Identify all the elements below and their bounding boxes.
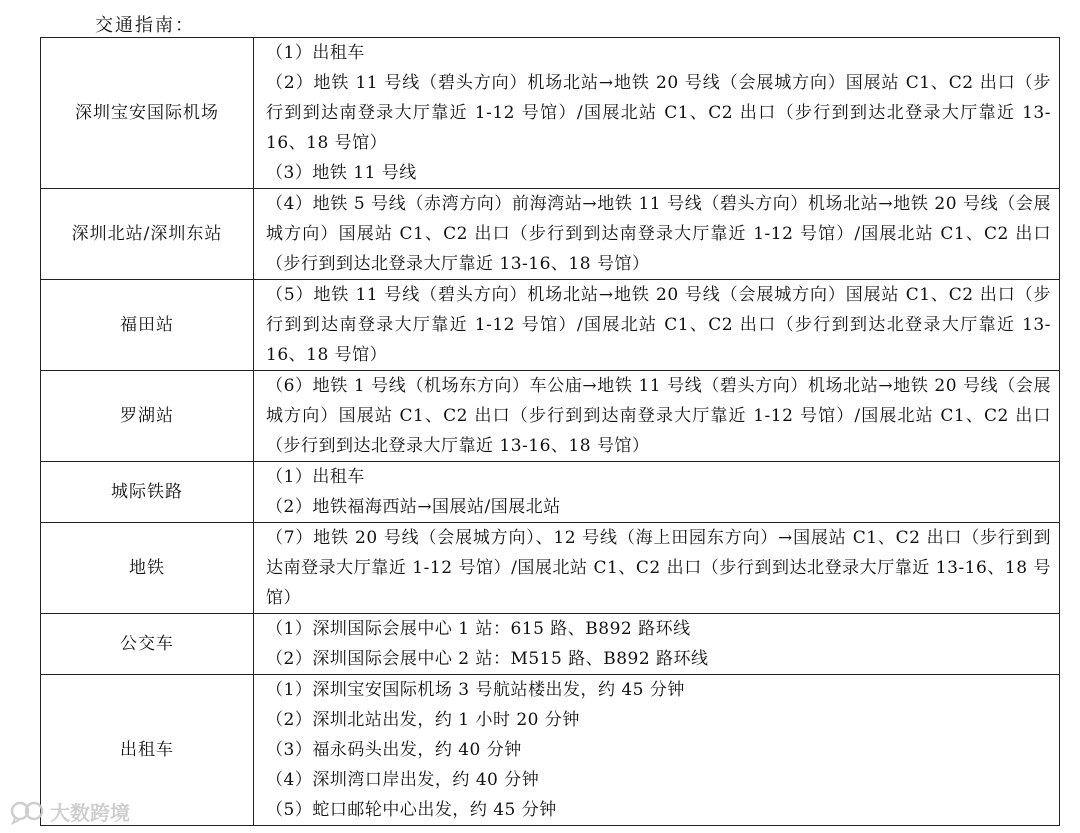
logo-bubbles-icon [10,799,44,825]
table-row [41,523,1060,614]
route-line: （4）深圳湾口岸出发，约 40 分钟 [266,770,540,790]
watermark [10,797,130,826]
row-label: 公交车 [41,614,254,675]
route-line: （1）深圳国际会展中心 1 站：615 路、B892 路环线 [266,619,691,639]
row-content [254,189,1060,280]
route-line: （6）地铁 1 号线（机场东方向）车公庙→地铁 11 号线（碧头方向）机场北站→地铁 20 号线（会展城方向）国展站 C1、C2 出口（步行到到达南登录大厅靠近 1-12 号馆）/国展北站 C1、C2 出口（步行到到达北登录大厅靠近 13-16、18 号馆） [266,376,1051,456]
route-line: （1）深圳宝安国际机场 3 号航站楼出发，约 45 分钟 [266,680,685,700]
table-row [41,675,1060,826]
watermark-text: 大数跨境 [50,801,130,825]
table-row [41,280,1060,371]
row-label: 福田站 [41,280,254,371]
route-line: （2）深圳国际会展中心 2 站：M515 路、B892 路环线 [266,649,709,669]
transport-guide-table [40,37,1060,826]
table-row [41,189,1060,280]
row-content [254,280,1060,371]
row-content [254,614,1060,675]
table-row [41,38,1060,189]
route-line: （2）地铁福海西站→国展站/国展北站 [266,497,561,517]
row-content [254,38,1060,189]
row-content [254,523,1060,614]
route-line: （5）地铁 11 号线（碧头方向）机场北站→地铁 20 号线（会展城方向）国展站 C1、C2 出口（步行到到达南登录大厅靠近 1-12 号馆）/国展北站 C1、C2 出口（步行到到达北登录大厅靠近 13-16、18 号馆） [266,285,1051,365]
route-line: （5）蛇口邮轮中心出发，约 45 分钟 [266,800,557,820]
table-row [41,371,1060,462]
table-body [41,38,1060,826]
route-line: （7）地铁 20 号线（会展城方向）、12 号线（海上田园东方向）→国展站 C1、C2 出口（步行到到达南登录大厅靠近 1-12 号馆）/国展北站 C1、C2 出口（步行到到达北登录大厅靠近 13-16、18 号馆） [266,528,1051,608]
row-content [254,462,1060,523]
row-label: 深圳北站/深圳东站 [41,189,254,280]
table-row [41,462,1060,523]
route-line: （4）地铁 5 号线（赤湾方向）前海湾站→地铁 11 号线（碧头方向）机场北站→地铁 20 号线（会展城方向）国展站 C1、C2 出口（步行到到达南登录大厅靠近 1-12 号馆）/国展北站 C1、C2 出口（步行到到达北登录大厅靠近 13-16、18 号馆） [266,194,1051,274]
route-line: （1）出租车 [266,43,365,63]
row-label: 出租车 [41,675,254,826]
route-line: （2）地铁 11 号线（碧头方向）机场北站→地铁 20 号线（会展城方向）国展站 C1、C2 出口（步行到到达南登录大厅靠近 1-12 号馆）/国展北站 C1、C2 出口（步行到到达北登录大厅靠近 13-16、18 号馆） [266,73,1051,153]
route-line: （2）深圳北站出发，约 1 小时 20 分钟 [266,710,580,730]
route-line: （3）福永码头出发，约 40 分钟 [266,740,522,760]
route-line: （3）地铁 11 号线 [266,163,417,183]
row-label: 深圳宝安国际机场 [41,38,254,189]
row-label: 城际铁路 [41,462,254,523]
table-row [41,614,1060,675]
row-label: 罗湖站 [41,371,254,462]
page-heading: 交通指南： [95,15,195,36]
row-label: 地铁 [41,523,254,614]
row-content [254,675,1060,826]
route-line: （1）出租车 [266,467,365,487]
row-content [254,371,1060,462]
